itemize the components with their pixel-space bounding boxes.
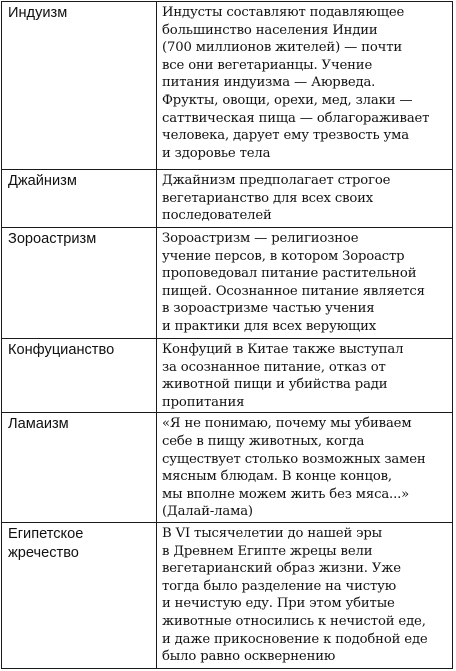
description-line: В VI тысячелетии до нашей эры: [162, 525, 382, 541]
description-line: Индусты составляют подавляющее: [162, 5, 405, 20]
religion-name: Джайнизм: [8, 173, 77, 189]
description-line: животные относились к нечистой еде,: [162, 613, 426, 629]
description-cell: [157, 339, 453, 413]
religion-name-cell: [2, 228, 157, 339]
description-line: себе в пищу животных, когда: [162, 433, 365, 449]
table-row: [2, 339, 453, 413]
religion-name-line: Египетское: [8, 525, 84, 542]
description-line: было равно осквернению: [162, 649, 336, 665]
description-line: Джайнизм предполагает строгое: [162, 173, 391, 188]
description-line: и нечистую еду. При этом убитые: [162, 596, 395, 612]
table-row: [2, 522, 453, 668]
description-line: в зороастризме частью учения: [162, 301, 375, 317]
table-row: [2, 228, 453, 339]
description-line: вегетарианство для всех своих: [162, 190, 374, 206]
description-line: Фрукты, овощи, орехи, мед, злаки —: [162, 92, 413, 108]
description-line: (Далай-лама): [162, 504, 253, 520]
description-line: мы вполне можем жить без мяса...»: [162, 486, 410, 502]
description-line: питания индуизма — Аюрведа.: [162, 75, 376, 91]
table-row: [2, 2, 453, 170]
description-line: (700 миллионов жителей) — почти: [162, 40, 402, 56]
description-line: животной пищи и убийства ради: [162, 377, 388, 393]
religion-name-cell: [2, 339, 157, 413]
description-line: человека, дарует ему трезвость ума: [162, 128, 409, 144]
religion-name-cell: [2, 2, 157, 170]
description-line: Зороастризм — религиозное: [162, 231, 359, 246]
description-line: и даже прикосновение к подобной еде: [162, 631, 428, 647]
religion-name-cell: [2, 170, 157, 228]
description-line: пропитания: [162, 394, 245, 410]
religion-name-cell: [2, 413, 157, 523]
description-line: вегетарианский образ жизни. Уже: [162, 561, 401, 577]
description-cell: [157, 522, 453, 668]
description-line: тогда было разделение на чистую: [162, 578, 397, 594]
description-cell: [157, 228, 453, 339]
description-line: за осознанное питание, отказ от: [162, 359, 386, 375]
description-line: «Я не понимаю, почему мы убиваем: [162, 416, 412, 432]
description-line: мясным блюдам. В конце концов,: [162, 469, 392, 485]
description-line: последователей: [162, 208, 272, 224]
description-line: саттвическая пища — облагораживает: [162, 110, 430, 126]
religion-name: Ламаизм: [8, 416, 69, 433]
description-line: и здоровье тела: [162, 145, 271, 161]
table-row: [2, 170, 453, 228]
description-cell: [157, 413, 453, 523]
description-line: Конфуций в Китае также выступал: [162, 342, 404, 357]
description-cell: [157, 170, 453, 228]
description-line: существует столько возможных замен: [162, 451, 426, 467]
description-cell: [157, 2, 453, 170]
religion-name-cell: [2, 522, 157, 668]
description-line: большинство населения Индии: [162, 22, 378, 38]
religion-name: Зороастризм: [8, 231, 97, 247]
table-row: [2, 413, 453, 523]
description-line: пищей. Осознанное питание является: [162, 283, 425, 299]
description-line: проповедовал питание растительной: [162, 266, 417, 282]
description-line: и практики для всех верующих: [162, 318, 377, 334]
religions-table: [1, 1, 453, 669]
description-line: все они вегетарианцы. Учение: [162, 57, 373, 73]
description-line: в Древнем Египте жрецы вели: [162, 543, 373, 559]
religion-name-line: жречество: [8, 544, 79, 561]
description-line: учение персов, в котором Зороастр: [162, 248, 405, 264]
religion-name: Индуизм: [8, 5, 68, 21]
religion-name: Конфуцианство: [8, 342, 115, 358]
